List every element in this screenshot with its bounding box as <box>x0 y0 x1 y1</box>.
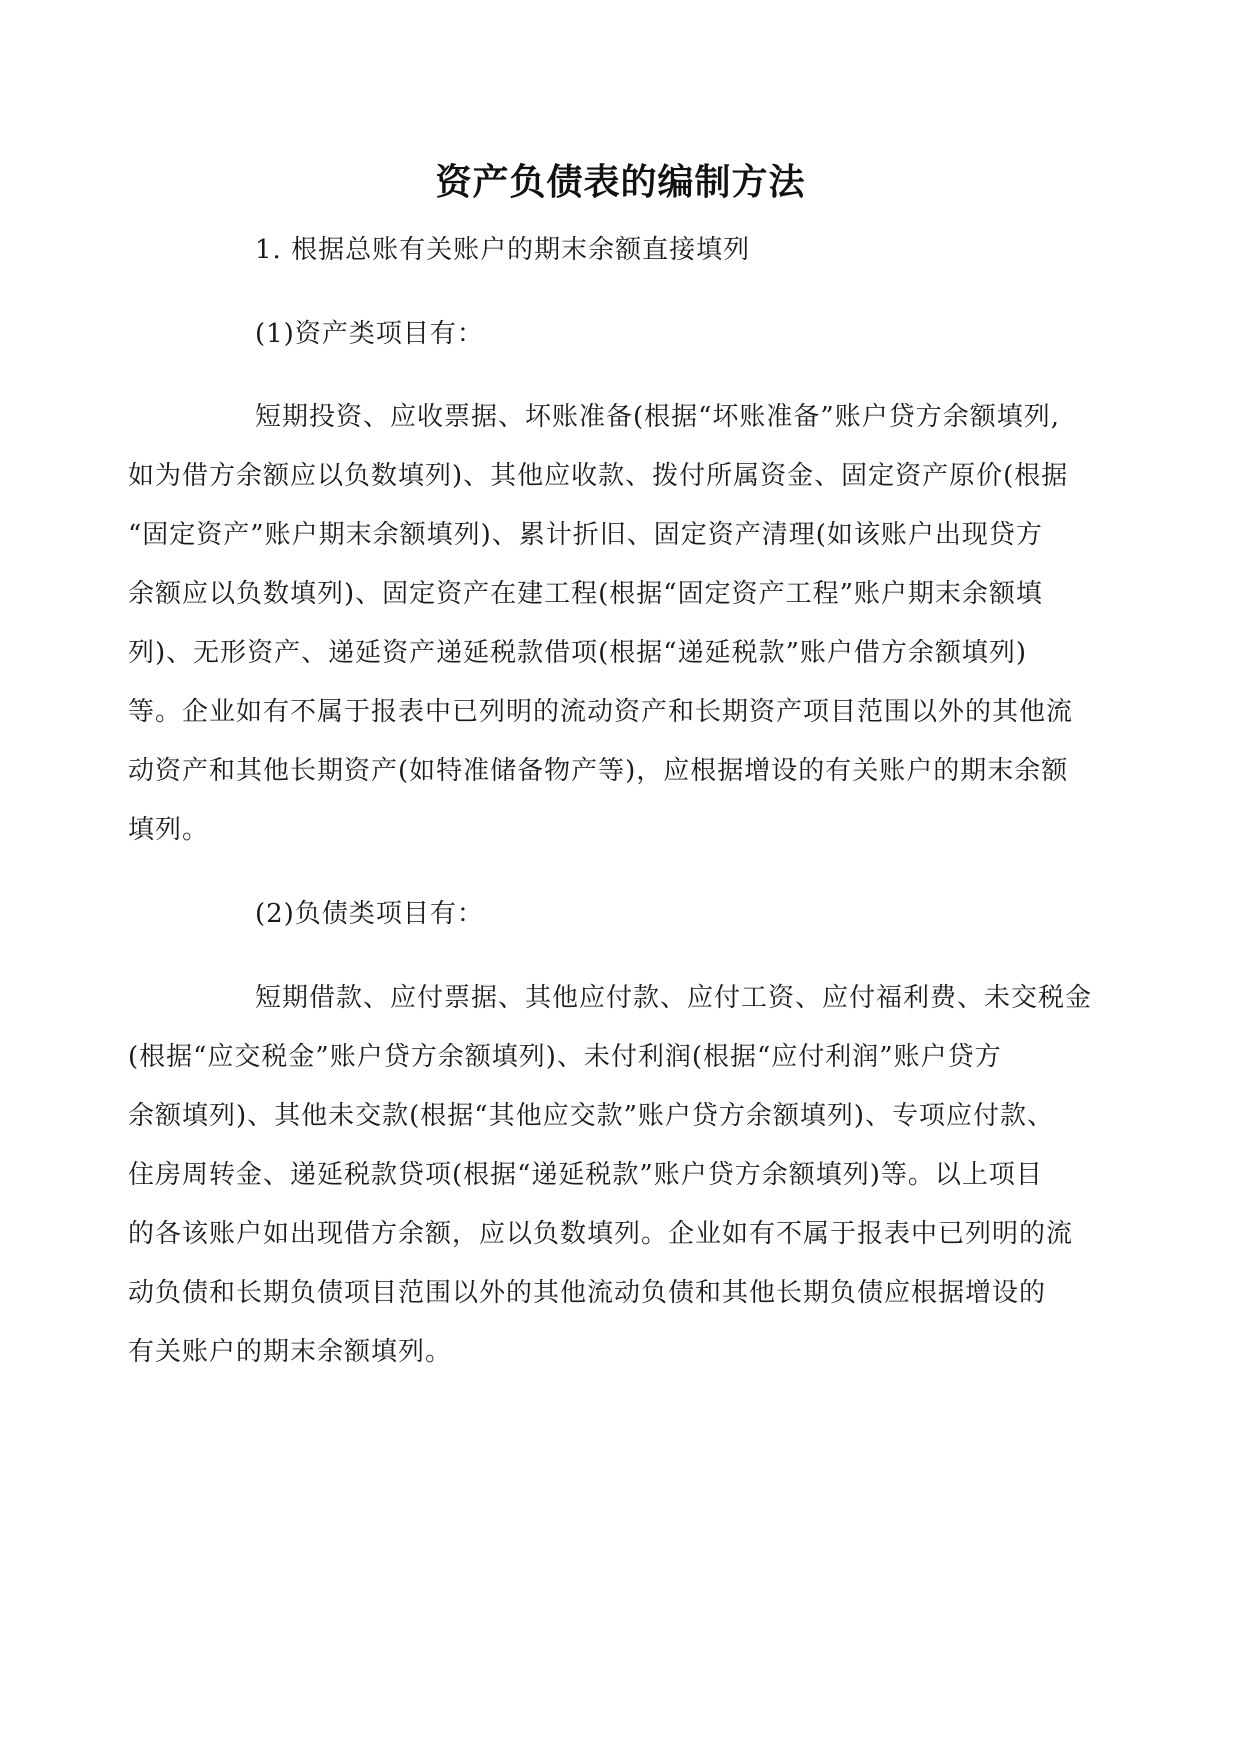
section-heading-1: 1. 根据总账有关账户的期末余额直接填列 <box>255 235 751 265</box>
paragraph-line: 动资产和其他长期资产(如特准储备物产等)，应根据增设的有关账户的期末余额 <box>128 756 1069 786</box>
liabilities-subheading: (2)负债类项目有： <box>255 899 484 929</box>
paragraph-line: “固定资产”账户期末余额填列)、累计折旧、固定资产清理(如该账户出现贷方 <box>128 520 1043 550</box>
assets-subheading: (1)资产类项目有： <box>255 319 484 349</box>
paragraph-line: 短期投资、应收票据、坏账准备(根据“坏账准备”账户贷方余额填列, <box>255 402 1060 432</box>
paragraph-line: 住房周转金、递延税款贷项(根据“递延税款”账户贷方余额填列)等。以上项目 <box>128 1160 1043 1190</box>
paragraph-line: 有关账户的期末余额填列。 <box>128 1337 453 1367</box>
paragraph-line: 等。企业如有不属于报表中已列明的流动资产和长期资产项目范围以外的其他流 <box>128 697 1074 727</box>
document-title: 资产负债表的编制方法 <box>435 161 806 203</box>
paragraph-line: 余额填列)、其他未交款(根据“其他应交款”账户贷方余额填列)、专项应付款、 <box>128 1101 1055 1131</box>
paragraph-line: 余额应以负数填列)、固定资产在建工程(根据“固定资产工程”账户期末余额填 <box>128 579 1043 609</box>
paragraph-line: (根据“应交税金”账户贷方余额填列)、未付利润(根据“应付利润”账户贷方 <box>128 1042 1002 1072</box>
paragraph-line: 动负债和长期负债项目范围以外的其他流动负债和其他长期负债应根据增设的 <box>128 1278 1047 1308</box>
paragraph-line: 短期借款、应付票据、其他应付款、应付工资、应付福利费、未交税金 <box>255 983 1093 1013</box>
paragraph-line: 填列。 <box>128 815 210 845</box>
paragraph-line: 列)、无形资产、递延资产递延税款借项(根据“递延税款”账户借方余额填列) <box>128 638 1028 668</box>
paragraph-line: 如为借方余额应以负数填列)、其他应收款、拨付所属资金、固定资产原价(根据 <box>128 461 1069 491</box>
paragraph-line: 的各该账户如出现借方余额，应以负数填列。企业如有不属于报表中已列明的流 <box>128 1219 1074 1249</box>
